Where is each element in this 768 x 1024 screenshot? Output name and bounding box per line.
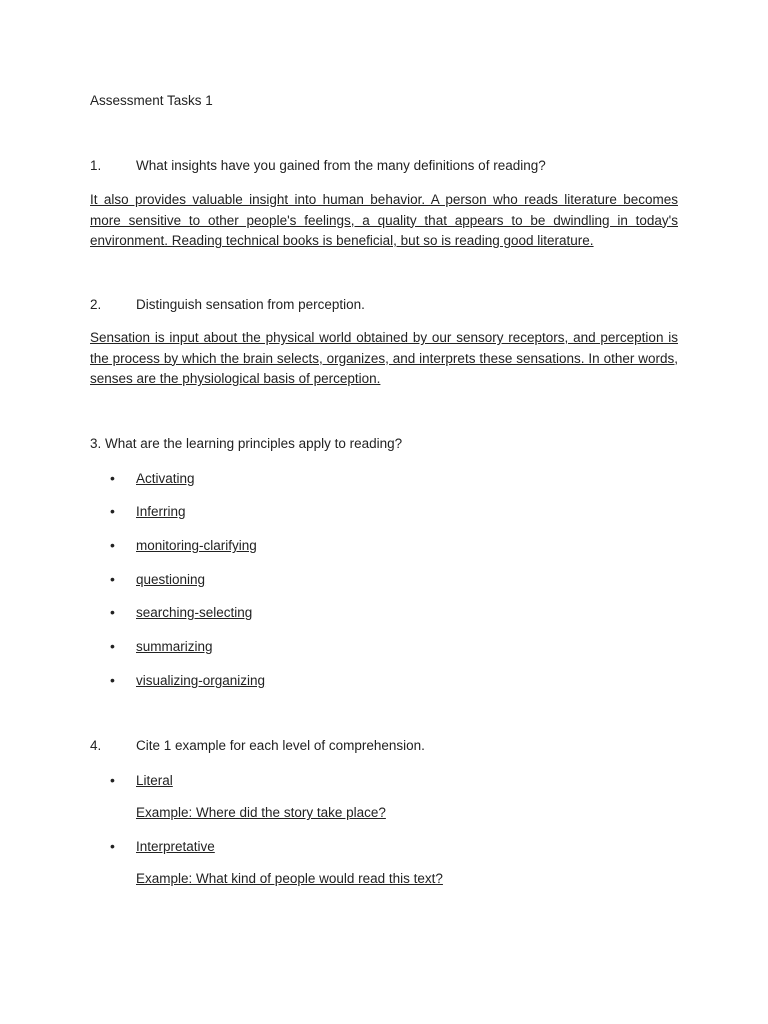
level-label: Interpretative xyxy=(136,839,215,854)
list-item-label: questioning xyxy=(136,572,206,587)
list-item-label: visualizing-organizing xyxy=(136,673,266,688)
question-3: 3. What are the learning principles apply to reading? xyxy=(90,436,403,451)
level-label: Literal xyxy=(136,773,173,788)
bullet-icon: • xyxy=(110,838,115,854)
list-item xyxy=(110,672,265,688)
bullet-icon: • xyxy=(110,571,115,587)
list-item xyxy=(110,470,195,486)
question-4 xyxy=(90,738,425,753)
list-item xyxy=(110,604,252,620)
answer-1: It also provides valuable insight into human behavior. A person who reads literature becomes more sensitive to other people's feelings, a quality that appears to be dwindling in today's environment. Reading technical books is beneficial, but so is reading good literature. xyxy=(90,192,678,248)
bullet-icon: • xyxy=(110,604,115,620)
list-item-label: Activating xyxy=(136,471,195,486)
list-item-label: summarizing xyxy=(136,639,213,654)
list-item xyxy=(110,503,186,519)
question-1-text: What insights have you gained from the many definitions of reading? xyxy=(136,158,546,173)
question-4-text: Cite 1 example for each level of comprehension. xyxy=(136,738,425,753)
list-item-label: searching-selecting xyxy=(136,605,253,620)
level-example: Example: What kind of people would read this text? xyxy=(136,871,443,886)
question-2-number: 2. xyxy=(90,297,102,312)
bullet-icon: • xyxy=(110,470,115,486)
comprehension-level-literal xyxy=(110,772,173,788)
answer-2: Sensation is input about the physical world obtained by our sensory receptors, and perception is the process by which the brain selects, organizes, and interprets these sensations. In other words, senses are the physiological basis of perception. xyxy=(90,330,678,386)
bullet-icon: • xyxy=(110,772,115,788)
list-item-label: monitoring-clarifying xyxy=(136,538,257,553)
list-item-label: Inferring xyxy=(136,504,186,519)
list-item xyxy=(110,537,257,553)
question-1 xyxy=(90,158,546,173)
question-4-number: 4. xyxy=(90,738,102,753)
list-item xyxy=(110,571,205,587)
bullet-icon: • xyxy=(110,503,115,519)
comprehension-level-interpretative xyxy=(110,838,215,854)
list-item xyxy=(110,638,213,654)
document-title: Assessment Tasks 1 xyxy=(90,93,213,108)
question-2-text: Distinguish sensation from perception. xyxy=(136,297,365,312)
bullet-icon: • xyxy=(110,537,115,553)
question-2 xyxy=(90,297,365,312)
bullet-icon: • xyxy=(110,638,115,654)
question-1-number: 1. xyxy=(90,158,102,173)
level-example: Example: Where did the story take place? xyxy=(136,805,386,820)
bullet-icon: • xyxy=(110,672,115,688)
